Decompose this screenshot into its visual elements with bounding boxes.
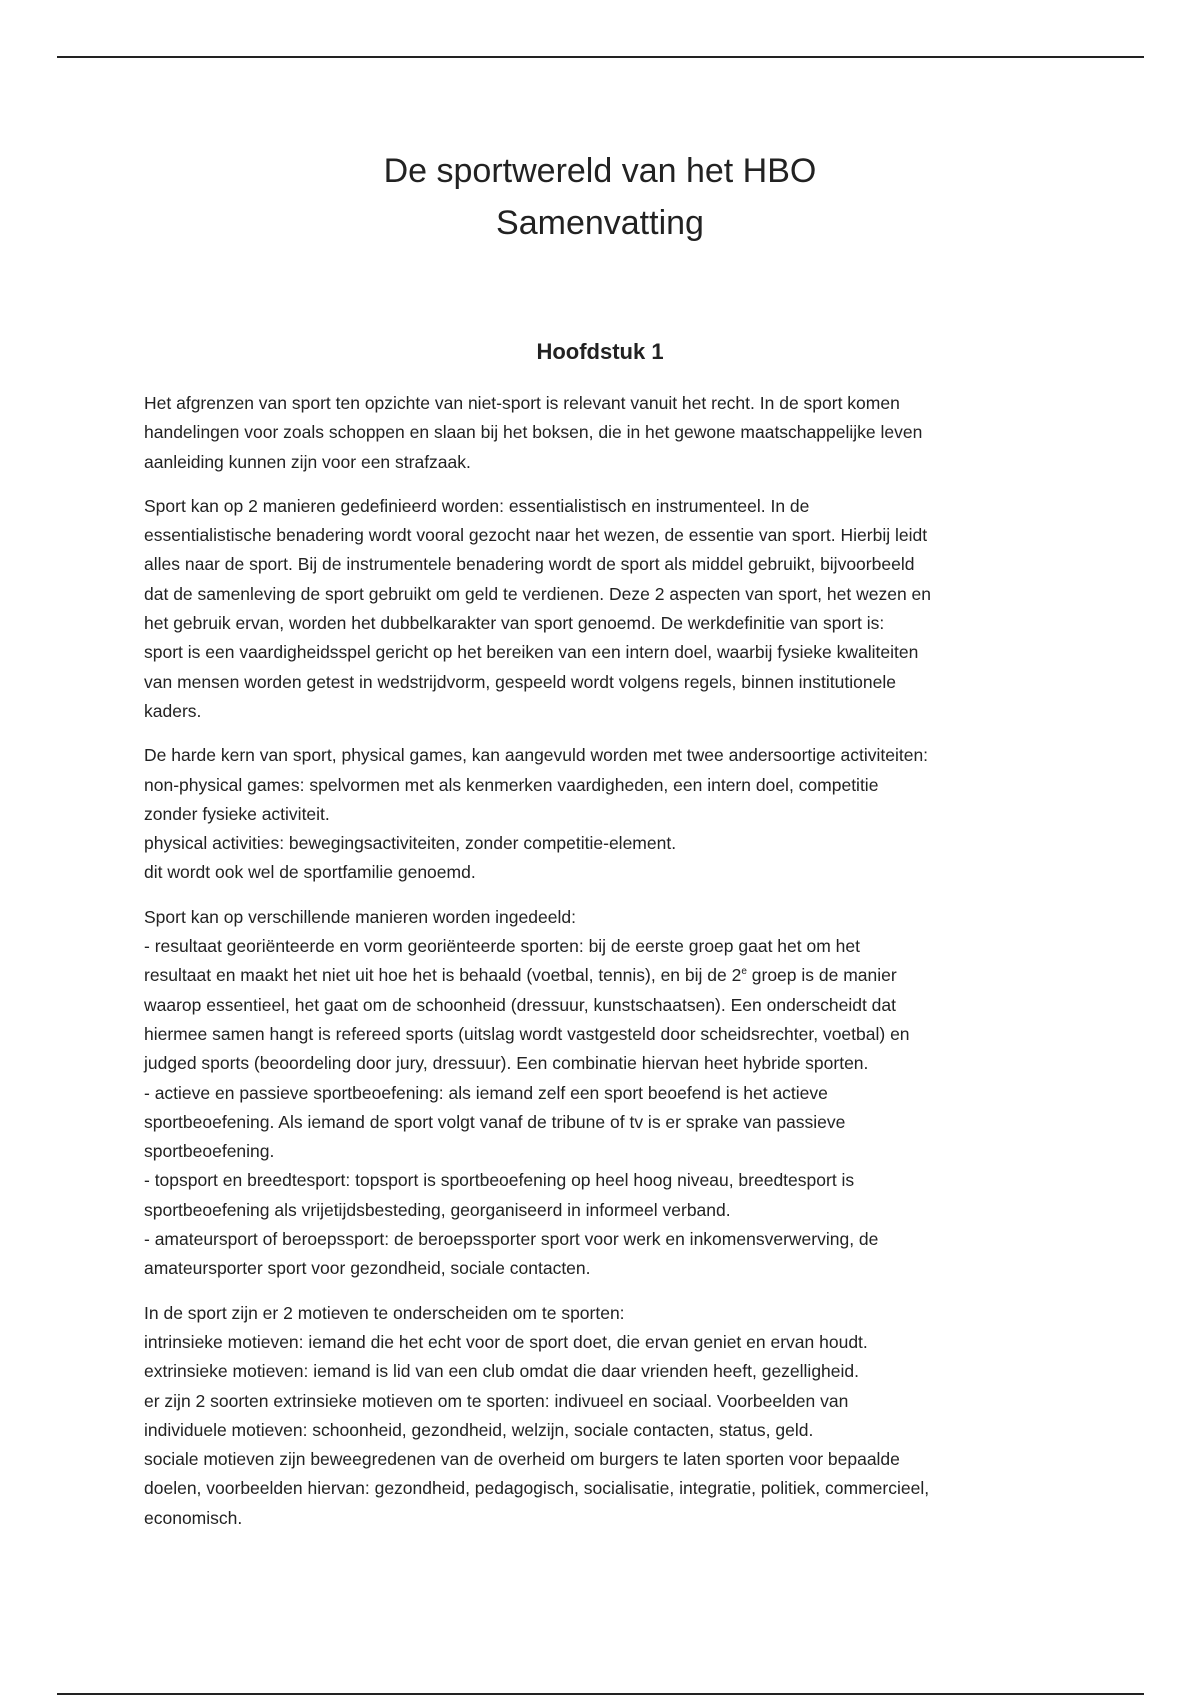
document-title [0, 145, 1200, 249]
text-line: het gebruik ervan, worden het dubbelkarakter van sport genoemd. De werkdefinitie van sport is: [144, 613, 885, 634]
paragraph [144, 903, 1064, 1284]
title-line-2: Samenvatting [496, 204, 704, 242]
superscript: e [741, 966, 747, 978]
text-line: aanleiding kunnen zijn voor een strafzaak. [144, 451, 471, 472]
text-line: hiermee samen hangt is refereed sports (uitslag wordt vastgesteld door scheidsrechter, voetbal) en [144, 1023, 910, 1044]
text-line: Sport kan op verschillende manieren worden ingedeeld: [144, 906, 576, 927]
paragraph [144, 389, 1064, 477]
text-line: amateursporter sport voor gezondheid, sociale contacten. [144, 1258, 591, 1279]
text-line: essentialistische benadering wordt vooral gezocht naar het wezen, de essentie van sport. Hierbij leidt [144, 525, 928, 546]
text-line: doelen, voorbeelden hiervan: gezondheid, pedagogisch, socialisatie, integratie, politiek, commercieel, [144, 1478, 930, 1499]
text-line: Het afgrenzen van sport ten opzichte van niet-sport is relevant vanuit het recht. In de sport komen [144, 393, 900, 413]
text-line: sportbeoefening. Als iemand de sport volgt vanaf de tribune of tv is er sprake van passieve [144, 1111, 846, 1132]
text-fragment: resultaat en maakt het niet uit hoe het is behaald (voetbal, tennis), en bij de 2 [144, 965, 742, 986]
text-line: individuele motieven: schoonheid, gezondheid, welzijn, sociale contacten, status, geld. [144, 1419, 814, 1440]
text-line: er zijn 2 soorten extrinsieke motieven om te sporten: indivueel en sociaal. Voorbeelden van [144, 1390, 849, 1411]
text-line [144, 961, 1064, 990]
text-line: intrinsieke motieven: iemand die het echt voor de sport doet, die ervan geniet en ervan houdt. [144, 1331, 868, 1352]
text-line: In de sport zijn er 2 motieven te onderscheiden om te sporten: [144, 1302, 625, 1323]
text-line: - topsport en breedtesport: topsport is sportbeoefening op heel hoog niveau, breedtesport is [144, 1170, 855, 1191]
paragraph [144, 741, 1064, 887]
text-line: sportbeoefening. [144, 1141, 275, 1162]
text-line: sportbeoefening als vrijetijdsbesteding, georganiseerd in informeel verband. [144, 1199, 731, 1220]
paragraph [144, 1299, 1064, 1533]
body-text [144, 389, 1064, 1548]
text-line: - amateursport of beroepssport: de beroepssporter sport voor werk en inkomensverwerving, de [144, 1229, 879, 1250]
text-line: economisch. [144, 1507, 243, 1528]
text-line: sport is een vaardigheidsspel gericht op het bereiken van een intern doel, waarbij fysieke kwaliteiten [144, 642, 919, 663]
text-line: - actieve en passieve sportbeoefening: als iemand zelf een sport beoefend is het actieve [144, 1082, 828, 1103]
text-line: extrinsieke motieven: iemand is lid van een club omdat die daar vrienden heeft, gezelligheid. [144, 1361, 860, 1382]
text-line: - resultaat georiënteerde en vorm georiënteerde sporten: bij de eerste groep gaat het om het [144, 936, 860, 957]
text-line: sociale motieven zijn beweegredenen van de overheid om burgers te laten sporten voor bepaalde [144, 1449, 900, 1470]
text-line: waarop essentieel, het gaat om de schoonheid (dressuur, kunstschaatsen). Een onderscheidt dat [144, 994, 896, 1015]
text-line: van mensen worden getest in wedstrijdvorm, gespeeld wordt volgens regels, binnen institutionele [144, 671, 896, 692]
title-line-1: De sportwereld van het HBO [383, 152, 817, 190]
text-line: De harde kern van sport, physical games, kan aangevuld worden met twee andersoortige activiteiten: [144, 745, 929, 766]
chapter-heading: Hoofdstuk 1 [536, 339, 664, 364]
text-line: zonder fysieke activiteit. [144, 803, 330, 824]
text-line: dit wordt ook wel de sportfamilie genoemd. [144, 862, 476, 883]
paragraph [144, 492, 1064, 726]
footer-rule [57, 1693, 1144, 1695]
text-fragment: groep is de manier [746, 965, 897, 986]
header-rule [57, 56, 1144, 58]
text-line: kaders. [144, 700, 202, 721]
text-line: non-physical games: spelvormen met als kenmerken vaardigheden, een intern doel, competitie [144, 774, 879, 795]
text-line: alles naar de sport. Bij de instrumentele benadering wordt de sport als middel gebruikt, bijvoorbeeld [144, 554, 915, 575]
text-line: physical activities: bewegingsactiviteiten, zonder competitie-element. [144, 833, 677, 854]
text-line: judged sports (beoordeling door jury, dressuur). Een combinatie hiervan heet hybride sporten. [144, 1053, 869, 1074]
text-line: handelingen voor zoals schoppen en slaan bij het boksen, die in het gewone maatschappelijke leven [144, 422, 923, 443]
text-line: Sport kan op 2 manieren gedefinieerd worden: essentialistisch en instrumenteel. In de [144, 495, 810, 516]
text-line: dat de samenleving de sport gebruikt om geld te verdienen. Deze 2 aspecten van sport, het wezen en [144, 583, 932, 604]
